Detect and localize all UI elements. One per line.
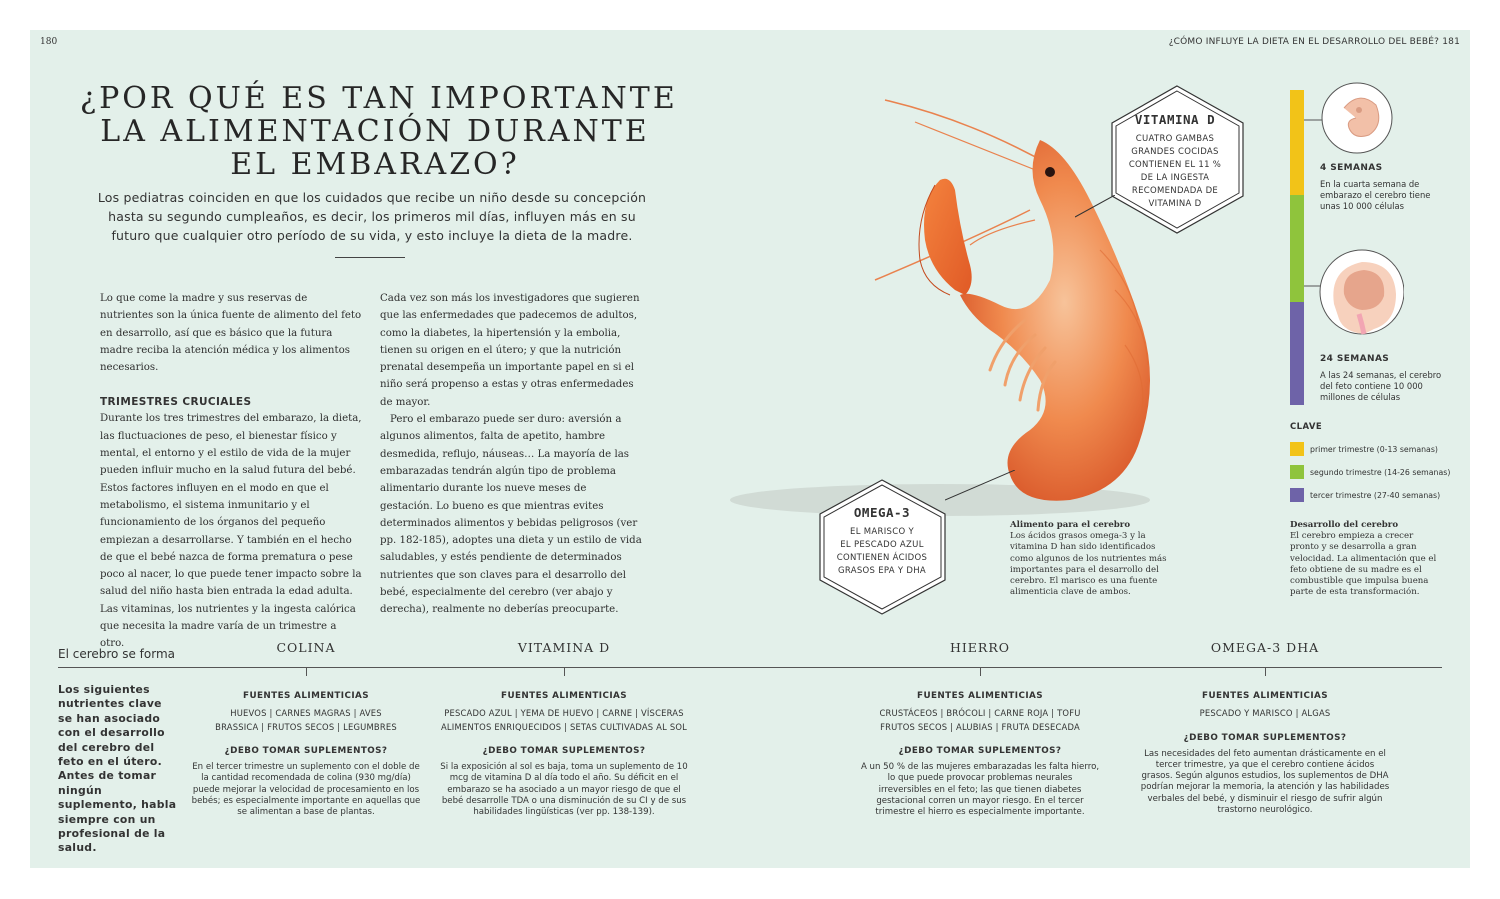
supplement-question: ¿DEBO TOMAR SUPLEMENTOS? bbox=[898, 746, 1062, 757]
hex-line: CUATRO GAMBAS bbox=[1135, 134, 1215, 144]
caption-title: Desarrollo del cerebro bbox=[1290, 520, 1399, 530]
sources-line: HUEVOS | CARNES MAGRAS | AVES bbox=[230, 708, 382, 718]
divider bbox=[335, 257, 405, 258]
timeline-tick bbox=[564, 667, 565, 676]
supplement-question: ¿DEBO TOMAR SUPLEMENTOS? bbox=[482, 746, 646, 757]
sources-label: FUENTES ALIMENTICIAS bbox=[917, 691, 1043, 701]
legend-swatch bbox=[1290, 488, 1304, 502]
body-column-1 bbox=[100, 290, 362, 653]
embryo-4-weeks-image bbox=[1304, 80, 1394, 160]
hex-line: CONTIENEN EL 11 % bbox=[1128, 160, 1222, 170]
sources-line: FRUTOS SECOS | ALUBIAS | FRUTA DESECADA bbox=[880, 721, 1080, 732]
bar-third-trimester bbox=[1290, 302, 1304, 405]
timeline-tick bbox=[1265, 667, 1266, 676]
title-line: ¿POR QUÉ ES TAN IMPORTANTE bbox=[80, 81, 678, 116]
connector-line bbox=[1075, 195, 1115, 220]
caption-brain bbox=[1290, 520, 1440, 598]
nutrient-card-hierro bbox=[860, 691, 1100, 819]
hex-line: GRASOS EPA Y DHA bbox=[837, 566, 927, 576]
sources-list bbox=[1140, 707, 1390, 721]
intro-paragraph: Los pediatras coinciden en que los cuidados que recibe un niño desde su concepción hasta su segundo cumpleaños, es decir, los primeros mil días, influyen más en su futuro que cualquier otro período de su vida, y esto incluye la dieta de la madre. bbox=[97, 190, 647, 243]
nutrients-intro: Los siguientes nutrientes clave se han asociado con el desarrollo del cerebro del feto en el útero. Antes de tomar ningún suplemento, habla siempre con un profesional de la salud. bbox=[58, 683, 177, 855]
week-24-label bbox=[1320, 354, 1450, 403]
paragraph: Pero el embarazo puede ser duro: aversión a algunos alimentos, falta de apetito, hambre desmedida, reflujo, náuseas… La mayoría de las embarazadas tendrán algún tipo de problema alimentario durante los nueve meses de gestación. Lo bueno es que mientras evites determinados alimentos y bebidas peligrosos (ver pp. 182-185), adoptes una dieta y un estilo de vida saludables, y estés pendiente de determinados nutrientes que son claves para el desarrollo del bebé, especialmente del cerebro (ver abajo y derecha), realmente no deberías preocuparte. bbox=[380, 414, 642, 616]
caption-title: Alimento para el cerebro bbox=[1010, 520, 1131, 530]
bar-first-trimester bbox=[1290, 90, 1304, 195]
sources-line: CRUSTÁCEOS | BRÓCOLI | CARNE ROJA | TOFU bbox=[879, 708, 1081, 718]
legend-title: CLAVE bbox=[1290, 422, 1323, 432]
sources-list bbox=[860, 707, 1100, 734]
hex-line: CONTIENEN ÁCIDOS bbox=[836, 553, 928, 563]
sources-label: FUENTES ALIMENTICIAS bbox=[1202, 691, 1328, 701]
sources-list bbox=[440, 707, 688, 734]
title-line: LA ALIMENTACIÓN DURANTE bbox=[100, 114, 650, 149]
supplement-answer: En el tercer trimestre un suplemento con el doble de la cantidad recomendada de colina (930 mg/día) puede mejorar la velocidad de procesamiento en los bebés; es especialmente importante en aquellas que se alimentan a base de plantas. bbox=[191, 762, 421, 818]
timeline-tick bbox=[306, 667, 307, 676]
hex-line: EL MARISCO Y bbox=[850, 527, 914, 537]
vitamin-d-label bbox=[1115, 112, 1235, 211]
brain-forms-heading: El cerebro se forma bbox=[58, 647, 175, 661]
sources-line: PESCADO Y MARISCO | ALGAS bbox=[1199, 708, 1331, 718]
week-title: 4 SEMANAS bbox=[1320, 163, 1383, 173]
week-4-label bbox=[1320, 163, 1450, 212]
week-title: 24 SEMANAS bbox=[1320, 354, 1390, 364]
hex-line: VITAMINA D bbox=[1148, 199, 1202, 209]
sources-label: FUENTES ALIMENTICIAS bbox=[243, 691, 369, 701]
body-column-2 bbox=[380, 290, 642, 619]
connector-line bbox=[945, 470, 1015, 502]
nutrient-heading: OMEGA-3 DHA bbox=[1210, 640, 1320, 655]
sources-list bbox=[188, 707, 424, 734]
sources-line: BRASSICA | FRUTOS SECOS | LEGUMBRES bbox=[215, 721, 397, 732]
hex-text bbox=[822, 526, 942, 578]
hex-line: EL PESCADO AZUL bbox=[840, 540, 924, 550]
page-title bbox=[80, 81, 678, 182]
sources-line: PESCADO AZUL | YEMA DE HUEVO | CARNE | VÍSCERAS bbox=[444, 708, 684, 718]
legend-item bbox=[1290, 465, 1450, 479]
hex-text bbox=[1115, 133, 1235, 211]
book-spread bbox=[30, 30, 1470, 868]
supplement-answer: Las necesidades del feto aumentan drásticamente en el tercer trimestre, ya que el cerebro contiene ácidos grasos. Según algunos estudios, los suplementos de DHA podrían mejorar la memoria, la atención y las habilidades verbales del bebé, y disminuir el riesgo de sufrir algún trastorno neurológico. bbox=[1140, 748, 1390, 816]
week-text: A las 24 semanas, el cerebro del feto contiene 10 000 millones de células bbox=[1320, 370, 1442, 402]
nutrient-heading: VITAMINA D bbox=[517, 640, 611, 655]
fetus-24-weeks-image bbox=[1304, 244, 1404, 344]
legend bbox=[1290, 422, 1450, 511]
hex-title: OMEGA-3 bbox=[853, 505, 911, 520]
caption-text: El cerebro empieza a crecer pronto y se desarrolla a gran velocidad. La alimentación que el feto obtiene de su madre es el combustible que impulsa buena parte de esta transformación. bbox=[1290, 531, 1437, 598]
paragraph: Lo que come la madre y sus reservas de nutrientes son la única fuente de alimento del feto en desarrollo, así que es básico que la futura madre reciba la atención médica y los alimentos necesarios. bbox=[100, 293, 362, 374]
supplement-answer: A un 50 % de las mujeres embarazadas les falta hierro, lo que puede provocar problemas neurales irreversibles en el feto; las que tienen diabetes gestacional corren un mayor riesgo. En el tercer trimestre el hierro es especialmente importante. bbox=[860, 762, 1100, 818]
week-text: En la cuarta semana de embarazo el cerebro tiene unas 10 000 células bbox=[1320, 179, 1431, 211]
title-line: EL EMBARAZO? bbox=[230, 147, 520, 182]
hex-line: GRANDES COCIDAS bbox=[1131, 147, 1219, 157]
legend-label: tercer trimestre (27-40 semanas) bbox=[1310, 490, 1441, 500]
sources-line: ALIMENTOS ENRIQUECIDOS | SETAS CULTIVADAS AL SOL bbox=[440, 721, 688, 732]
supplement-question: ¿DEBO TOMAR SUPLEMENTOS? bbox=[224, 746, 388, 757]
hex-title: VITAMINA D bbox=[1134, 112, 1216, 127]
supplement-question: ¿DEBO TOMAR SUPLEMENTOS? bbox=[1183, 732, 1347, 743]
legend-label: segundo trimestre (14-26 semanas) bbox=[1310, 467, 1451, 477]
timeline-tick bbox=[980, 667, 981, 676]
caption-food bbox=[1010, 520, 1170, 598]
legend-item bbox=[1290, 488, 1450, 502]
caption-text: Los ácidos grasos omega-3 y la vitamina D han sido identificados como algunos de los nutrientes más importantes para el desarrollo del cerebro. El marisco es una fuente alimenticia clave de ambos. bbox=[1010, 531, 1167, 598]
supplement-answer: Si la exposición al sol es baja, toma un suplemento de 10 mcg de vitamina D al día todo el año. Su déficit en el embarazo se ha asociado a un mayor riesgo de que el bebé desarrolle TDA o una disminución de su CI y de sus habilidades lingüísticas (ver pp. 138-139). bbox=[440, 762, 688, 818]
nutrient-heading: COLINA bbox=[276, 640, 336, 655]
legend-swatch bbox=[1290, 465, 1304, 479]
section-heading: TRIMESTRES CRUCIALES bbox=[100, 396, 252, 409]
sources-label: FUENTES ALIMENTICIAS bbox=[501, 691, 627, 701]
timeline-line bbox=[58, 667, 1442, 668]
page-number-left: 180 bbox=[40, 37, 58, 47]
paragraph: Cada vez son más los investigadores que sugieren que las enfermedades que padecemos de adultos, como la diabetes, la hipertensión y la embolia, tienen su origen en el útero; y que la nutrición prenatal desempeña un importante papel en si el niño será propenso a estas y otras enfermedades de mayor. bbox=[380, 293, 640, 408]
legend-swatch bbox=[1290, 442, 1304, 456]
nutrient-heading: HIERRO bbox=[949, 640, 1011, 655]
omega3-label bbox=[822, 505, 942, 578]
hex-line: RECOMENDADA DE bbox=[1131, 186, 1219, 196]
legend-label: primer trimestre (0-13 semanas) bbox=[1310, 444, 1438, 454]
nutrient-card-colina bbox=[188, 691, 424, 819]
hex-line: DE LA INGESTA bbox=[1140, 173, 1210, 183]
running-header: ¿CÓMO INFLUYE LA DIETA EN EL DESARROLLO DEL BEBÉ? 181 bbox=[1168, 37, 1460, 47]
nutrient-card-vitamina-d bbox=[440, 691, 688, 819]
legend-item bbox=[1290, 442, 1450, 456]
paragraph: Durante los tres trimestres del embarazo, la dieta, las fluctuaciones de peso, el bienestar físico y mental, el entorno y el estilo de vida de la mujer pueden influir mucho en la salud futura del bebé. Estos factores influyen en el modo en que el metabolismo, el sistema inmunitario y el funcionamiento de los órganos del pequeño empiezan a desarrollarse. Y también en el hecho de que el bebé nazca de forma prematura o pese poco al nacer, lo que puede tener impacto sobre la salud del niño hasta bien entrada la edad adulta. Las vitaminas, los nutrientes y la ingesta calórica que necesita la madre varía de un trimestre a otro. bbox=[100, 413, 362, 650]
bar-second-trimester bbox=[1290, 195, 1304, 302]
nutrient-card-omega3 bbox=[1140, 691, 1390, 816]
